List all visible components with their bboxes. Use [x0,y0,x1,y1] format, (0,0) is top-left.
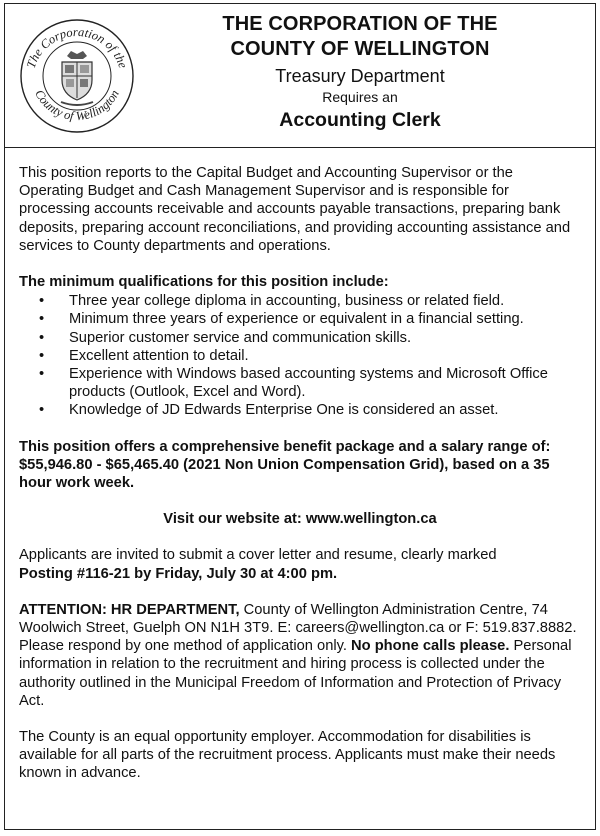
posting-deadline: Posting #116-21 by Friday, July 30 at 4:00 pm. [19,565,338,582]
organization-name-line1: THE CORPORATION OF THE [222,13,498,35]
apply-text: Applicants are invited to submit a cover letter and resume, clearly marked [19,547,497,564]
job-posting [4,3,596,830]
list-item: • Excellent attention to detail. [19,347,581,365]
list-item: • Superior customer service and communication skills. [19,329,581,347]
attention-label: ATTENTION: HR DEPARTMENT, [19,601,240,618]
intro-paragraph: This position reports to the Capital Budget and Accounting Supervisor or the Operating Budget and Cash Management Supervisor and is responsible for processing accounts receivable and accounts payable transactions, preparing bank deposits, preparing account reconciliations, and providing accounting assistance and services to County departments and operations. [19,165,571,254]
position-title: Accounting Clerk [279,109,441,131]
website-line: Visit our website at: www.wellington.ca [163,511,437,528]
posting-header [5,4,595,148]
organization-name-line2: COUNTY OF WELLINGTON [230,38,490,60]
crest-icon [61,51,93,105]
requires-text: Requires an [322,89,398,105]
apply-paragraph [19,546,581,582]
list-item: • Minimum three years of experience or equivalent in a financial setting. [19,310,581,328]
list-item: • Experience with Windows based accounting systems and Microsoft Office products (Outlook, Excel and Word). [19,365,581,401]
no-phone-calls: No phone calls please. [351,638,510,655]
qualifications-heading: The minimum qualifications for this position include: [19,274,389,291]
attention-contact: County of Wellington Administration Centre, 74 Woolwich Street, Guelph ON N1H 3T9. E: careers@wellington.ca or F: 519.837.8882. Please respond by one method of application only. [19,601,577,655]
header-titles [145,12,575,133]
salary-paragraph: This position offers a comprehensive benefit package and a salary range of: $55,946.80 - $65,465.40 (2021 Non Union Compensation Grid), based on a 35 hour work week. [19,438,551,492]
posting-body [5,148,595,783]
privacy-text: Personal information in relation to the recruitment and hiring process is collected under the authority outlined in the Municipal Freedom of Information and Protection of Privacy Act. [19,638,572,709]
qualifications-list [19,292,581,419]
county-seal-logo [17,16,137,136]
department-name: Treasury Department [275,66,445,86]
equal-opportunity-paragraph: The County is an equal opportunity employer. Accommodation for disabilities is available for all parts of the recruitment process. Applicants must make their needs known in advance. [19,729,556,782]
attention-paragraph [19,601,581,710]
list-item: • Knowledge of JD Edwards Enterprise One is considered an asset. [19,401,581,419]
svg-text:County of Wellington: County of Wellington [32,87,122,124]
svg-text:The Corporation of the: The Corporation of the [23,24,131,70]
list-item: • Three year college diploma in accounting, business or related field. [19,292,581,310]
